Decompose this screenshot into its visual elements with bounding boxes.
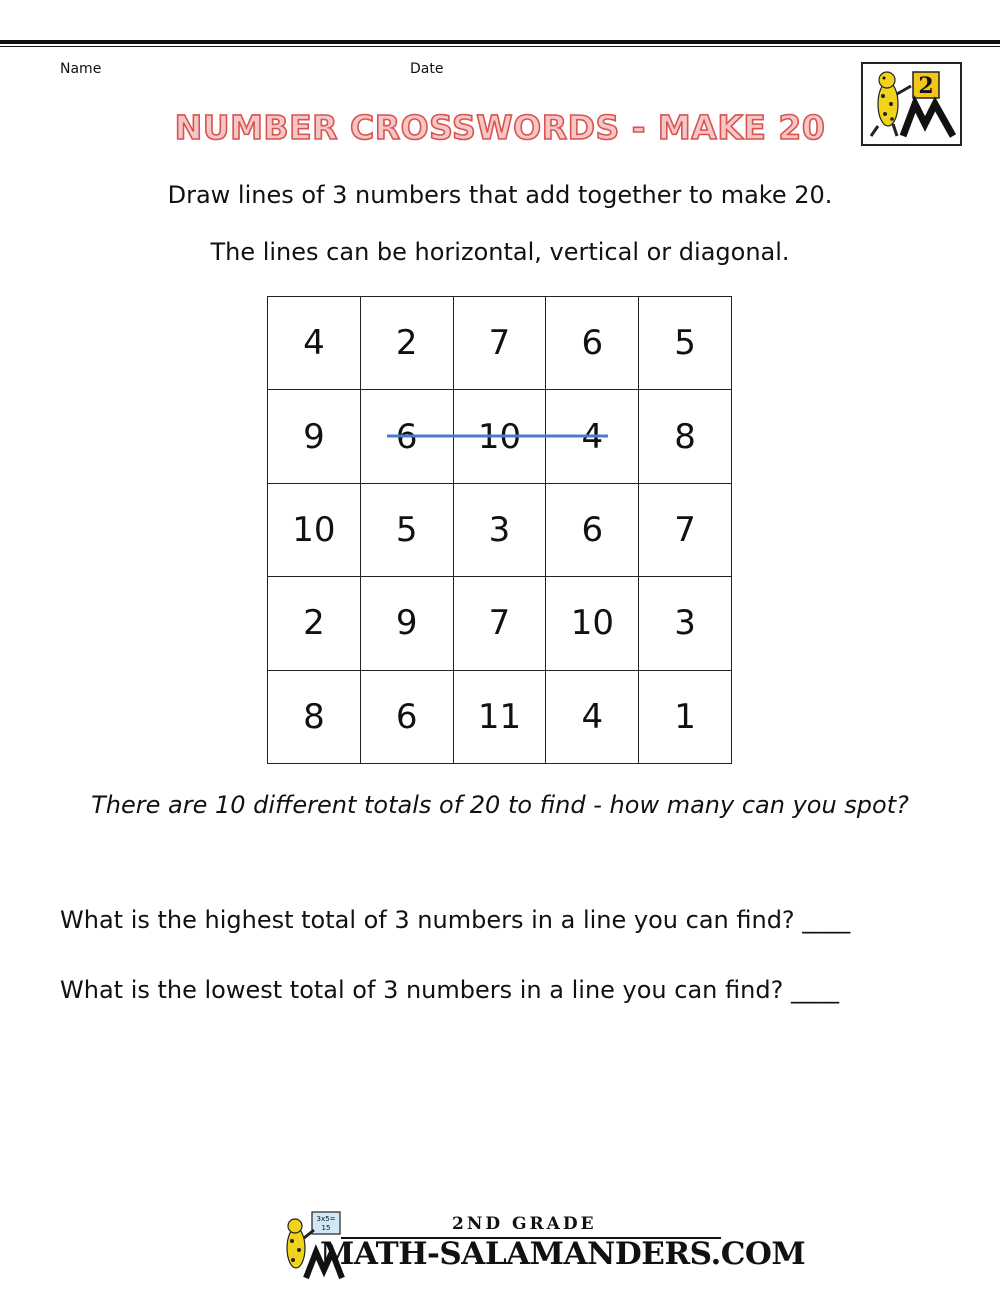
svg-text:15: 15 xyxy=(321,1224,331,1232)
grid-cell[interactable]: 9 xyxy=(360,577,453,670)
salamander-logo-icon xyxy=(863,64,960,144)
grid-cell[interactable]: 9 xyxy=(268,390,361,483)
grid-cell[interactable]: 7 xyxy=(453,577,546,670)
grid-cell[interactable]: 3 xyxy=(639,577,732,670)
grid-cell[interactable]: 2 xyxy=(268,577,361,670)
grid-row xyxy=(268,390,732,483)
grid-cell[interactable]: 3 xyxy=(453,483,546,576)
page-title: NUMBER CROSSWORDS - MAKE 20 xyxy=(174,108,826,147)
grid-row xyxy=(268,483,732,576)
logo-badge-text: 2 xyxy=(918,73,934,99)
grid-cell[interactable]: 4 xyxy=(268,297,361,390)
grid-cell[interactable]: 10 xyxy=(268,483,361,576)
instruction-line-1: Draw lines of 3 numbers that add together to make 20. xyxy=(167,181,833,209)
hint-text: There are 10 different totals of 20 to find - how many can you spot? xyxy=(91,791,909,819)
grid-cell[interactable]: 7 xyxy=(639,483,732,576)
svg-text:3x5=: 3x5= xyxy=(316,1215,336,1223)
top-rule-thin xyxy=(0,46,1000,47)
footer-site-link[interactable]: MATH-SALAMANDERS.COM xyxy=(320,1236,806,1272)
question-lowest: What is the lowest total of 3 numbers in a line you can find? ____ xyxy=(60,976,839,1004)
grid-row xyxy=(268,670,732,763)
grid-cell[interactable]: 8 xyxy=(639,390,732,483)
grid-cell[interactable]: 5 xyxy=(360,483,453,576)
grid-cell[interactable]: 11 xyxy=(453,670,546,763)
grid-cell[interactable]: 7 xyxy=(453,297,546,390)
instruction-line-2: The lines can be horizontal, vertical or diagonal. xyxy=(210,238,790,266)
grid-cell[interactable]: 10 xyxy=(453,390,546,483)
grid-cell[interactable]: 10 xyxy=(546,577,639,670)
question-highest: What is the highest total of 3 numbers in a line you can find? ____ xyxy=(60,906,851,934)
name-label: Name xyxy=(60,61,102,77)
number-grid xyxy=(267,296,732,764)
top-rule xyxy=(0,40,1000,44)
grid-cell[interactable]: 6 xyxy=(360,670,453,763)
grid-cell[interactable]: 1 xyxy=(639,670,732,763)
grid-cell[interactable]: 5 xyxy=(639,297,732,390)
grade-logo xyxy=(861,62,962,146)
grid-cell[interactable]: 8 xyxy=(268,670,361,763)
grid-cell[interactable]: 6 xyxy=(360,390,453,483)
grid-cell[interactable]: 4 xyxy=(546,670,639,763)
footer-grade: 2ND GRADE xyxy=(452,1214,597,1234)
date-label: Date xyxy=(410,61,444,77)
grid-row xyxy=(268,297,732,390)
grid-cell[interactable]: 6 xyxy=(546,483,639,576)
grid-row xyxy=(268,577,732,670)
grid-cell[interactable]: 6 xyxy=(546,297,639,390)
grid-cell[interactable]: 4 xyxy=(546,390,639,483)
grid-cell[interactable]: 2 xyxy=(360,297,453,390)
